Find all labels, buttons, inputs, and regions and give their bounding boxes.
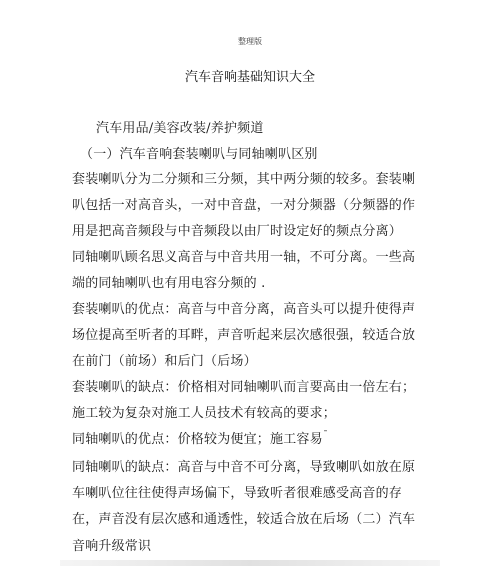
body-line: 施工较为复杂对施工人员技术有较高的要求；: [72, 406, 337, 421]
footer-fade: [60, 560, 440, 566]
body-line: 音响升级常识: [72, 539, 152, 554]
body-line: 套装喇叭的优点：高音与中音分离，高音头可以提升使得声: [72, 302, 416, 317]
body-line: 用是把高音频段与中音频段以由厂时设定好的频点分离）: [72, 224, 403, 239]
stray-mark: ˉ: [323, 430, 328, 441]
body-line: 车喇叭位往往使得声场偏下，导致听者很难感受高音的存: [72, 486, 403, 501]
document-title: 汽车音响基础知识大全: [184, 70, 315, 85]
body-line: 叭包括一对高音头，一对中音盘，一对分频器（分频器的作: [72, 198, 416, 213]
section-heading: 汽车用品/美容改装/养护频道: [96, 121, 264, 136]
body-line: 在前门（前场）和后门（后场）: [72, 354, 257, 369]
body-line: 端的同轴喇叭也有用电容分频的 .: [72, 276, 266, 291]
body-line: 同轴喇叭的优点：价格较为便宜；施工容易: [72, 432, 323, 447]
body-line: 同轴喇叭顾名思义高音与中音共用一轴，不可分离。一些高: [72, 250, 416, 265]
body-line: 套装喇叭的缺点：价格相对同轴喇叭而言要高由一倍左右；: [72, 380, 416, 395]
body-line: 在，声音没有层次感和通透性，较适合放在后场（二）汽车: [72, 512, 416, 527]
header-label: 整理版: [238, 37, 262, 46]
body-line: 套装喇叭分为二分频和三分频，其中两分频的较多。套装喇: [72, 172, 416, 187]
body-line: 同轴喇叭的缺点：高音与中音不可分离，导致喇叭如放在原: [72, 460, 416, 475]
body-line: 场位提高至听者的耳畔，声音听起来层次感很强，较适合放: [72, 328, 416, 343]
subsection-heading: （一）汽车音响套装喇叭与同轴喇叭区别: [80, 147, 318, 162]
